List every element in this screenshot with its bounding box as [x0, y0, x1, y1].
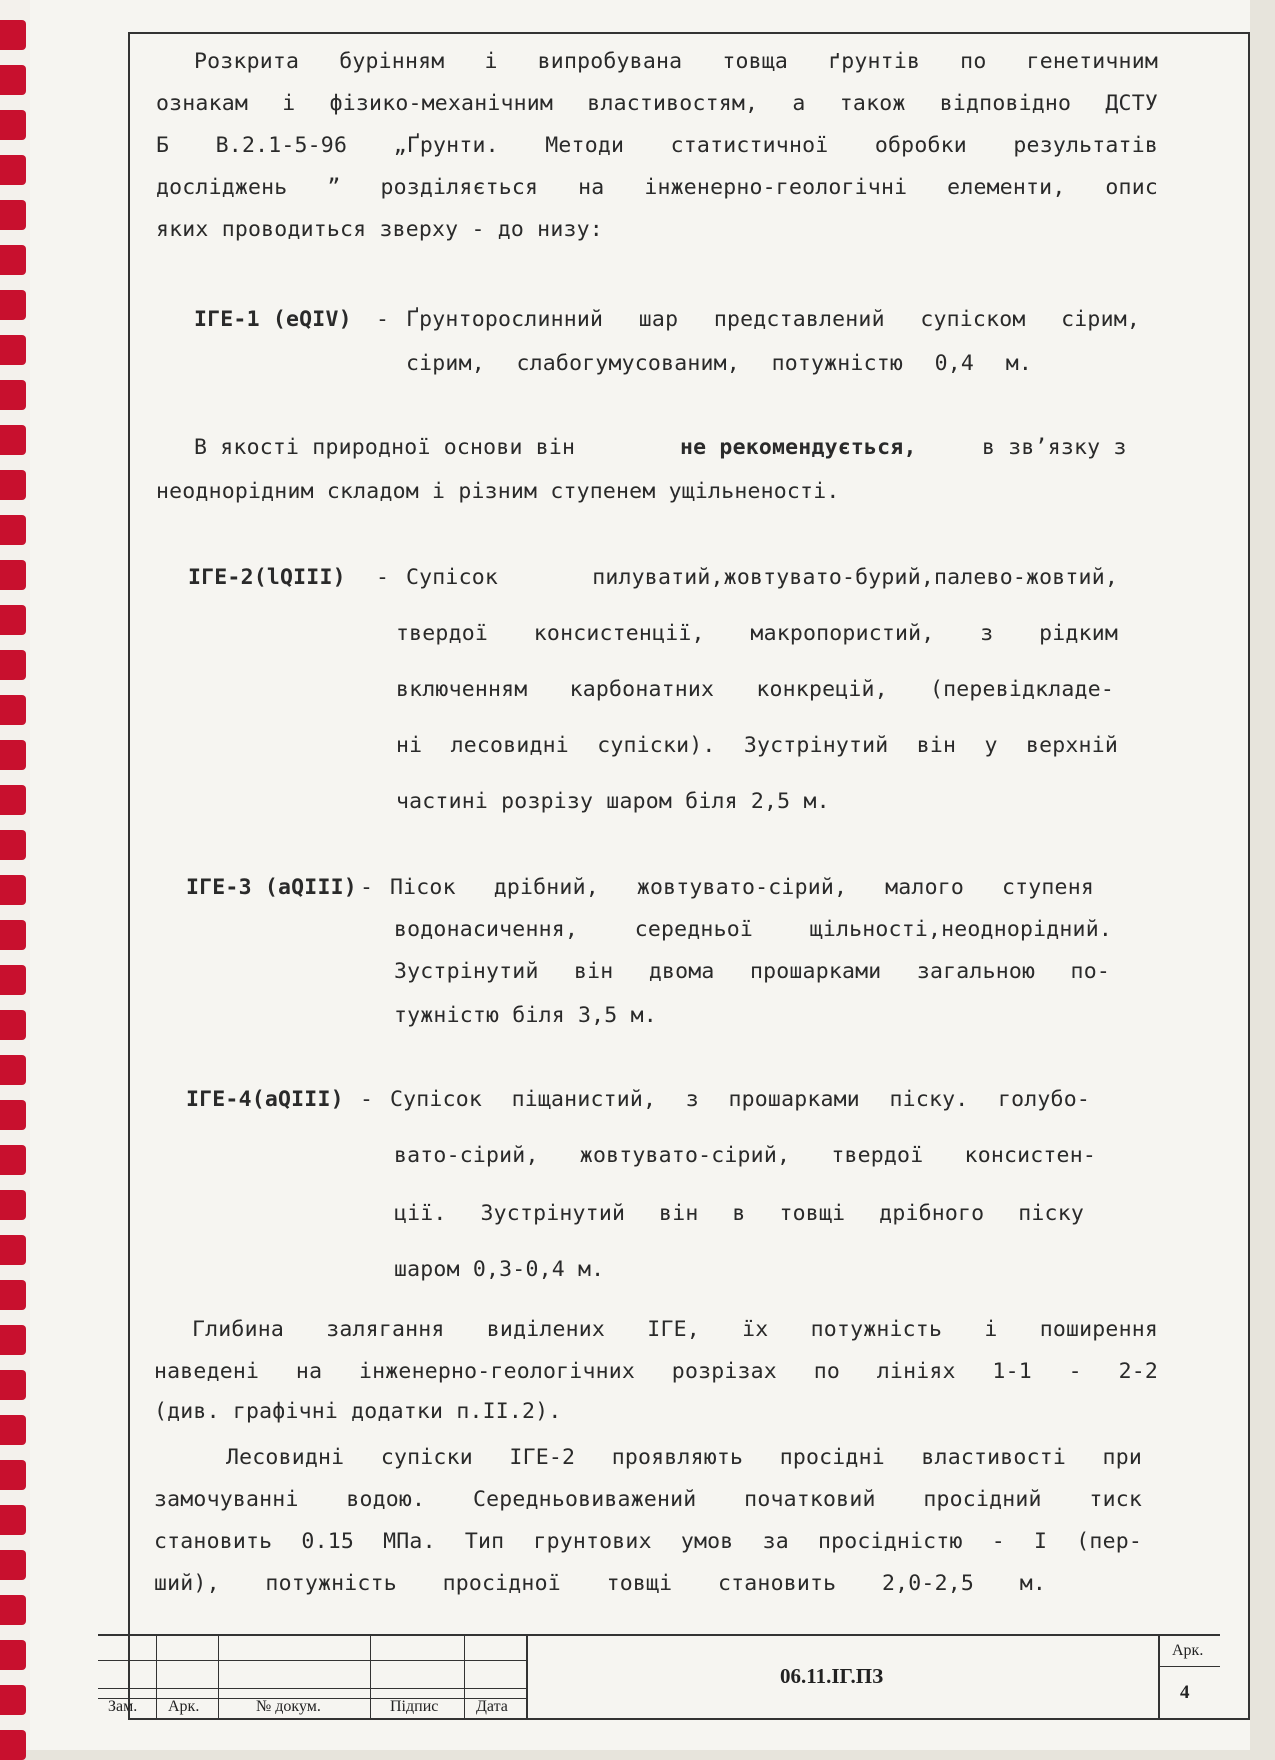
text-line: Розкрита бурінням і випробувана товща ґрунтів по генетичним [194, 49, 1158, 74]
text-line: Супісок пилуватий,жовтувато-бурий,палево-жовтий, [406, 565, 1118, 590]
binding-ring [0, 155, 26, 185]
col-doc-label: № докум. [256, 1698, 321, 1715]
binding-ring [0, 1595, 26, 1625]
binding-ring [0, 515, 26, 545]
binding-ring [0, 965, 26, 995]
ige-1-label: ІГЕ-1 (eQIV) [194, 307, 352, 332]
binding-ring [0, 470, 26, 500]
binding-ring [0, 425, 26, 455]
text-line: твердої консистенції, макропористий, з рідким [396, 621, 1118, 646]
title-block-col-line [218, 1634, 219, 1720]
binding-ring [0, 1055, 26, 1085]
binding-ring [0, 1640, 26, 1670]
ige-4-dash: - [360, 1087, 374, 1112]
col-ark-label: Арк. [168, 1698, 200, 1715]
spiral-binding [0, 0, 30, 1750]
text-line: вато-сірий, жовтувато-сірий, твердої консистен- [394, 1143, 1096, 1168]
binding-ring [0, 1460, 26, 1490]
text-line: (див. графічні додатки п.ІІ.2). [154, 1399, 562, 1424]
text-line: Супісок піщанистий, з прошарками піску. голубо- [390, 1087, 1090, 1112]
text-line: Лесовидні супіски ІГЕ-2 проявляють просідні властивості при [226, 1445, 1142, 1470]
text-line: В якості природної основи він [194, 435, 576, 460]
text-line: сірим, слабогумусованим, потужністю 0,4 м. [406, 351, 1032, 376]
title-block-col-line [156, 1634, 157, 1720]
text-line: досліджень ” розділяється на інженерно-геологічні елементи, опис [156, 175, 1158, 200]
binding-ring [0, 920, 26, 950]
binding-ring [0, 650, 26, 680]
ige-3-label: ІГЕ-3 (aQIII) [186, 875, 357, 900]
ige-3-dash: - [360, 875, 374, 900]
binding-ring [0, 875, 26, 905]
binding-ring [0, 65, 26, 95]
text-line: Глибина залягання виділених ІГЕ, їх потужність і поширення [192, 1317, 1158, 1342]
binding-ring [0, 695, 26, 725]
title-block-col-line [370, 1634, 371, 1720]
text-line: Зустрінутий він двома прошарками загальною по- [394, 959, 1110, 984]
binding-ring [0, 290, 26, 320]
ige-4-label: ІГЕ-4(aQIII) [186, 1087, 344, 1112]
title-block-row-line [1158, 1666, 1220, 1667]
ige-2-dash: - [376, 565, 390, 590]
binding-ring [0, 335, 26, 365]
text-line: неоднорідним складом і різним ступенем ущільненості. [156, 479, 840, 504]
document-code: 06.11.ІГ.ПЗ [780, 1664, 884, 1688]
binding-ring [0, 605, 26, 635]
text-line: шаром 0,3-0,4 м. [394, 1257, 605, 1282]
binding-ring [0, 560, 26, 590]
text-line: Б В.2.1-5-96 „Ґрунти. Методи статистичної обробки результатів [156, 133, 1158, 158]
title-block-col-line [526, 1634, 528, 1720]
text-line: Пісок дрібний, жовтувато-сірий, малого ступеня [390, 875, 1094, 900]
text-line: ні лесовидні супіски). Зустрінутий він у верхній [396, 733, 1118, 758]
title-block-col-line [1158, 1634, 1160, 1720]
binding-ring [0, 245, 26, 275]
text-line: Ґрунторослинний шар представлений супіском сірим, [406, 307, 1140, 332]
binding-ring [0, 110, 26, 140]
title-block-row-line [98, 1660, 526, 1661]
title-block-top-line [98, 1634, 1220, 1636]
binding-ring [0, 1505, 26, 1535]
ige-2-label: ІГЕ-2(lQIII) [188, 565, 346, 590]
binding-ring [0, 1010, 26, 1040]
binding-ring [0, 1190, 26, 1220]
binding-ring [0, 200, 26, 230]
binding-ring [0, 1550, 26, 1580]
text-line: тужністю біля 3,5 м. [394, 1003, 657, 1028]
binding-ring [0, 20, 26, 50]
sheet-number: 4 [1180, 1682, 1190, 1703]
text-line: ознакам і фізико-механічним властивостям, а також відповідно ДСТУ [156, 91, 1158, 116]
binding-ring [0, 1280, 26, 1310]
col-sign-label: Підпис [390, 1698, 439, 1715]
emphasis-text: не рекомендується, [680, 435, 917, 460]
col-date-label: Дата [476, 1698, 508, 1715]
text-line: ший), потужність просідної товщі становить 2,0-2,5 м. [154, 1571, 1046, 1596]
col-zam-label: Зам. [108, 1698, 138, 1715]
text-line: в зв’язку з [982, 435, 1127, 460]
binding-ring [0, 1370, 26, 1400]
binding-ring [0, 380, 26, 410]
text-line: наведені на інженерно-геологічних розрізах по лініях 1-1 - 2-2 [154, 1359, 1158, 1384]
binding-ring [0, 1235, 26, 1265]
text-line: замочуванні водою. Середньовиважений початковий просідний тиск [154, 1487, 1142, 1512]
binding-ring [0, 1730, 26, 1760]
text-line: водонасичення, середньої щільності,неоднорідний. [394, 917, 1112, 942]
text-line: яких проводиться зверху - до низу: [156, 217, 603, 242]
binding-ring [0, 1415, 26, 1445]
text-line: частині розрізу шаром біля 2,5 м. [396, 789, 830, 814]
binding-ring [0, 1100, 26, 1130]
binding-ring [0, 740, 26, 770]
binding-ring [0, 1685, 26, 1715]
text-line: становить 0.15 МПа. Тип грунтових умов за просідністю - І (пер- [154, 1529, 1142, 1554]
title-block-row-line [98, 1688, 526, 1689]
text-line: ції. Зустрінутий він в товщі дрібного піску [394, 1201, 1084, 1226]
text-line: включенням карбонатних конкрецій, (перевідкладе- [396, 677, 1114, 702]
title-block-col-line [464, 1634, 465, 1720]
binding-ring [0, 785, 26, 815]
binding-ring [0, 1145, 26, 1175]
binding-ring [0, 830, 26, 860]
binding-ring [0, 1325, 26, 1355]
ige-1-dash: - [376, 307, 390, 332]
sheet-label: Арк. [1172, 1642, 1204, 1659]
